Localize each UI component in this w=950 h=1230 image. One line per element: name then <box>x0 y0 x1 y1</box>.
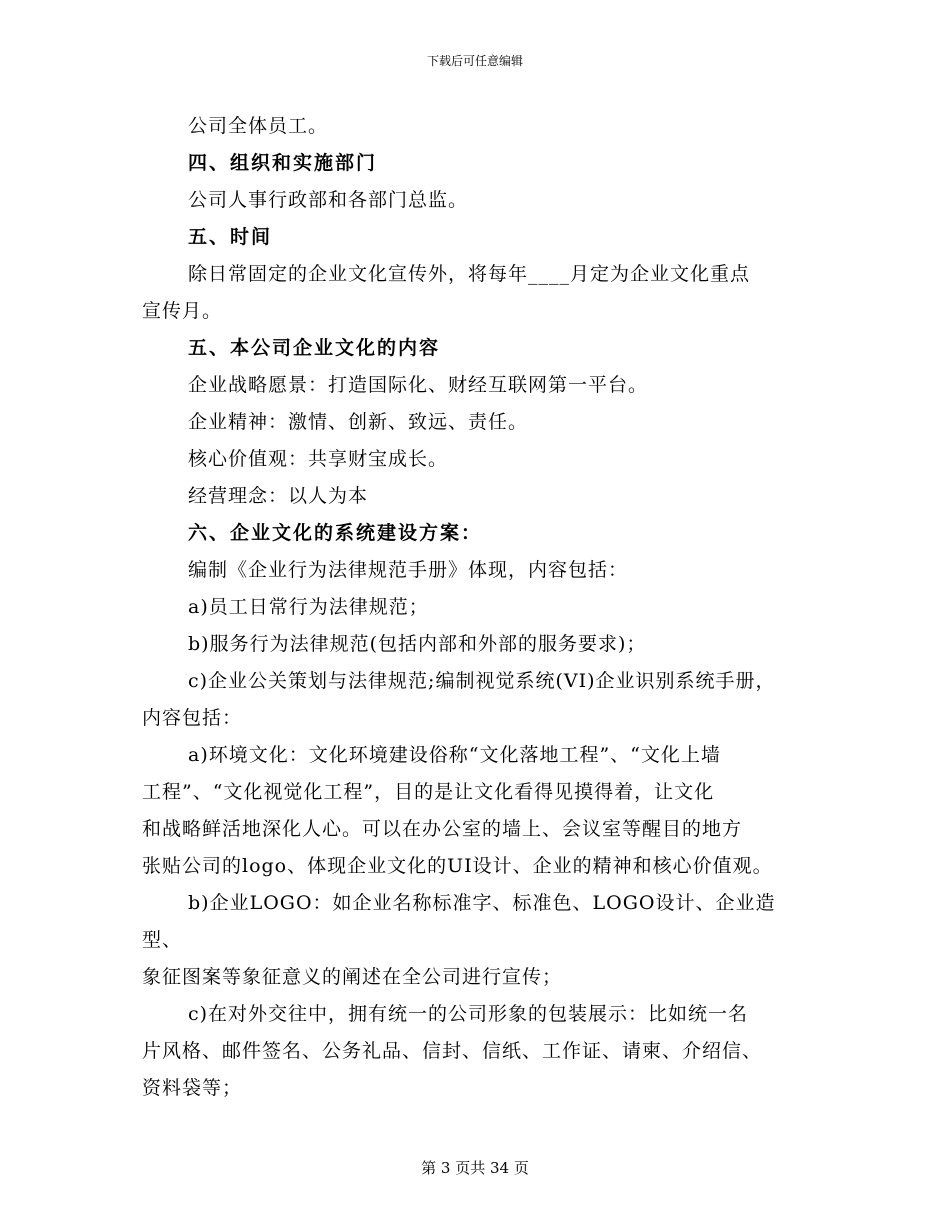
page-header: 下载后可任意编辑 <box>426 54 523 68</box>
page-footer: 第 3 页共 34 页 <box>421 1159 529 1177</box>
paragraph: 核心价值观：共享财宝成长。 <box>188 448 449 470</box>
paragraph: 经营理念：以人为本 <box>188 485 369 507</box>
paragraph: a)员工日常行为法律规范； <box>188 596 429 618</box>
section-heading: 五、本公司企业文化的内容 <box>188 337 441 359</box>
section-heading: 六、企业文化的系统建设方案： <box>188 522 483 544</box>
paragraph: a)环境文化：文化环境建设俗称“文化落地工程”、“文化上墙 工程”、“文化视觉化工程”，目的是让文化看得见摸得着，让文化 和战略鲜活地深化人心。可以在办公室的墙上、会议室等醒目的地方 张贴公司的logo、体现企业文化的UI设计、企业的精神和核心价值观。 <box>142 744 773 877</box>
paragraph: b)服务行为法律规范(包括内部和外部的服务要求)； <box>188 633 647 655</box>
section-heading: 五、时间 <box>188 226 273 248</box>
paragraph: 企业战略愿景：打造国际化、财经互联网第一平台。 <box>188 374 649 396</box>
section-heading: 四、组织和实施部门 <box>188 152 378 174</box>
paragraph: c)在对外交往中，拥有统一的公司形象的包装展示：比如统一名 片风格、邮件签名、公务礼品、信封、信纸、工作证、请柬、介绍信、 资料袋等； <box>142 1003 763 1099</box>
paragraph: c)企业公关策划与法律规范;编制视觉系统(VI)企业识别系统手册， 内容包括： <box>142 670 776 729</box>
paragraph: b)企业LOGO：如企业名称标准字、标准色、LOGO设计、企业造型、 象征图案等象征意义的阐述在全公司进行宣传； <box>142 892 776 988</box>
document-body <box>142 108 812 1107</box>
paragraph: 企业精神：激情、创新、致远、责任。 <box>188 411 529 433</box>
paragraph: 公司全体员工。 <box>188 115 329 137</box>
paragraph: 除日常固定的企业文化宣传外，将每年____月定为企业文化重点 宣传月。 <box>142 263 751 322</box>
paragraph: 公司人事行政部和各部门总监。 <box>188 189 469 211</box>
paragraph: 编制《企业行为法律规范手册》体现，内容包括： <box>188 559 629 581</box>
